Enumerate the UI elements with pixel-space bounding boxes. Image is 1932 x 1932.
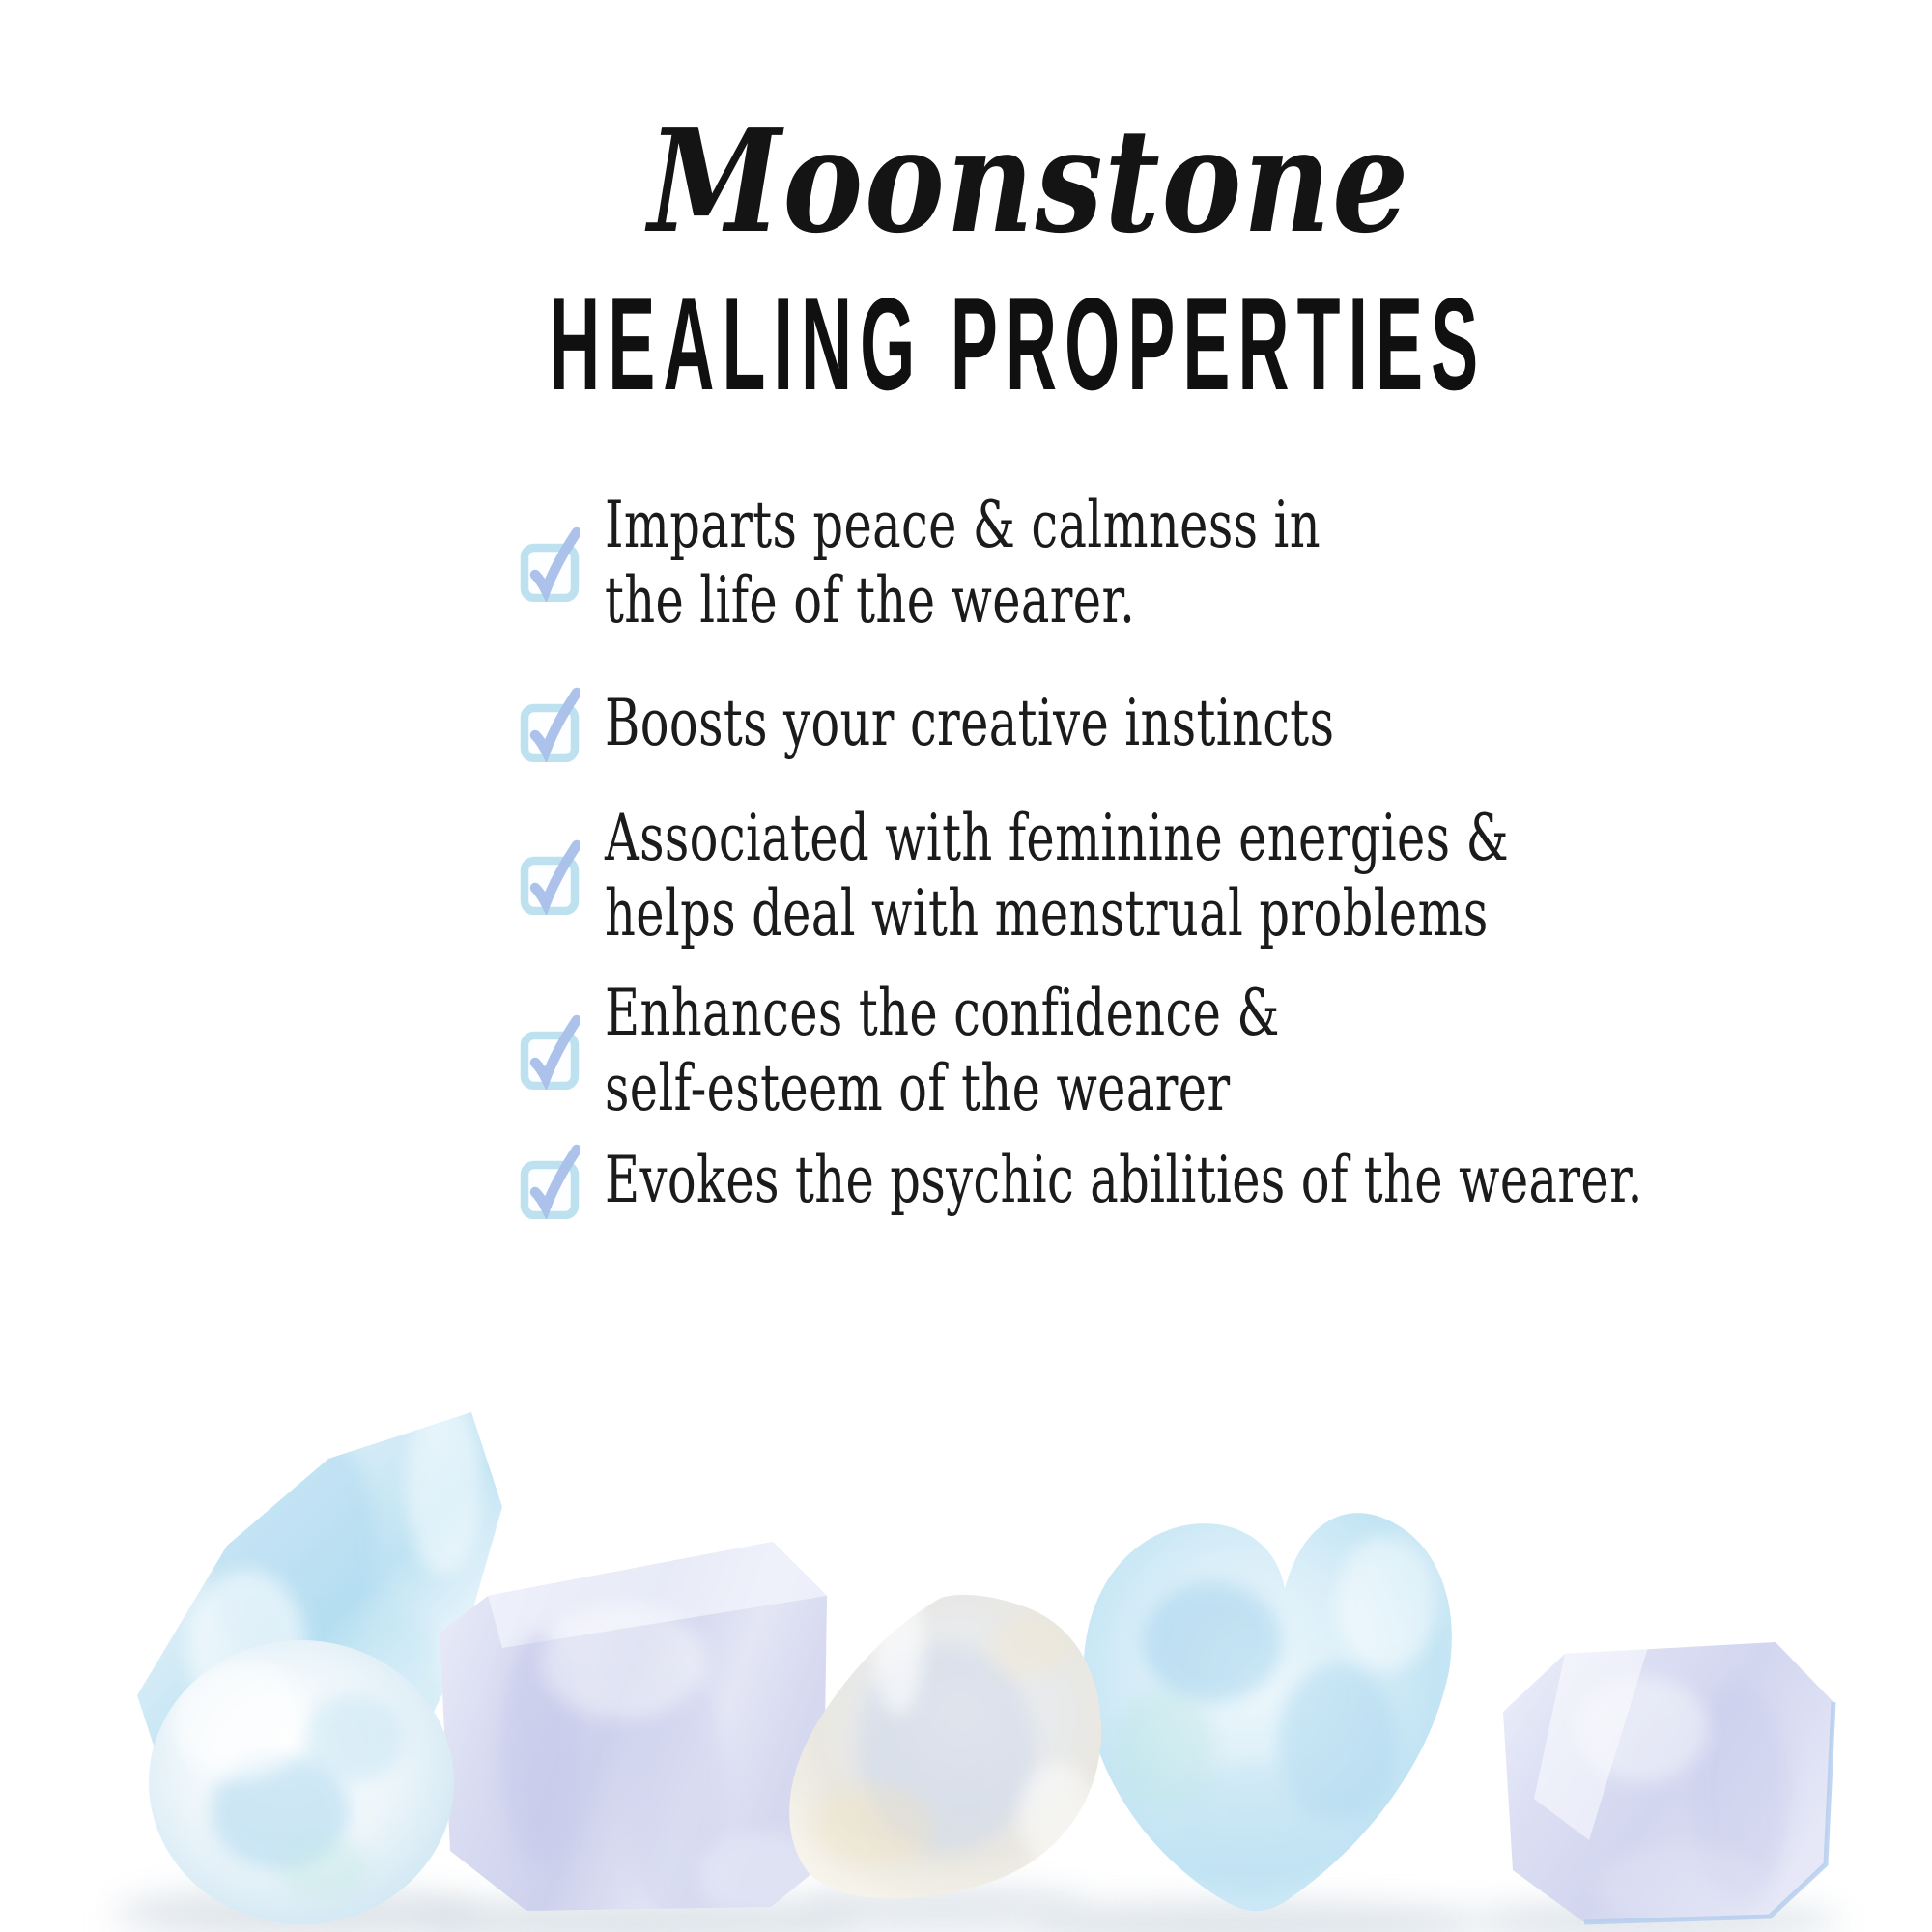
checklist-item-text — [605, 976, 1280, 1126]
checkbox-checked-icon — [520, 685, 580, 762]
checklist-item — [520, 976, 1505, 1126]
emerald-cut-moonstone-left — [440, 1542, 831, 1922]
checklist-item-text — [605, 686, 1334, 761]
checklist-item — [520, 1142, 1932, 1219]
checklist-line: the life of the wearer. — [605, 563, 1136, 638]
checklist-line: helps deal with menstrual problems — [605, 876, 1489, 951]
heart-shaped-moonstone — [1084, 1513, 1452, 1911]
checklist-line: Imparts peace & calmness in — [605, 488, 1321, 562]
checklist-item — [520, 685, 1577, 762]
checkbox-checked-icon — [520, 1142, 580, 1219]
page-subtitle-text: HEALING PROPERTIES — [548, 270, 1487, 417]
emerald-cut-moonstone-right — [1503, 1642, 1833, 1922]
checklist-item-text — [605, 488, 1321, 639]
pear-cut-moonstone — [789, 1579, 1101, 1898]
checklist-item — [520, 801, 1810, 952]
checklist-line: self-esteem of the wearer — [605, 1051, 1231, 1125]
page-title-text: Moonstone — [648, 97, 1411, 265]
checkbox-checked-icon — [520, 1012, 580, 1090]
checkbox-checked-icon — [520, 838, 580, 915]
checklist-line: Associated with feminine energies & — [605, 801, 1510, 875]
checklist-item-text — [605, 1143, 1643, 1218]
round-moonstone-cabochon — [149, 1640, 454, 1924]
page-subtitle — [102, 270, 1932, 417]
checklist-item — [520, 488, 1559, 639]
page-title — [128, 97, 1932, 265]
checklist-line: Evokes the psychic abilities of the wearer. — [605, 1143, 1643, 1217]
moonstone-gems-image — [0, 1352, 1932, 1932]
checklist-item-text — [605, 801, 1509, 952]
checklist-line: Boosts your creative instincts — [605, 686, 1335, 760]
checkbox-checked-icon — [520, 525, 580, 602]
checklist-line: Enhances the confidence & — [605, 976, 1280, 1050]
